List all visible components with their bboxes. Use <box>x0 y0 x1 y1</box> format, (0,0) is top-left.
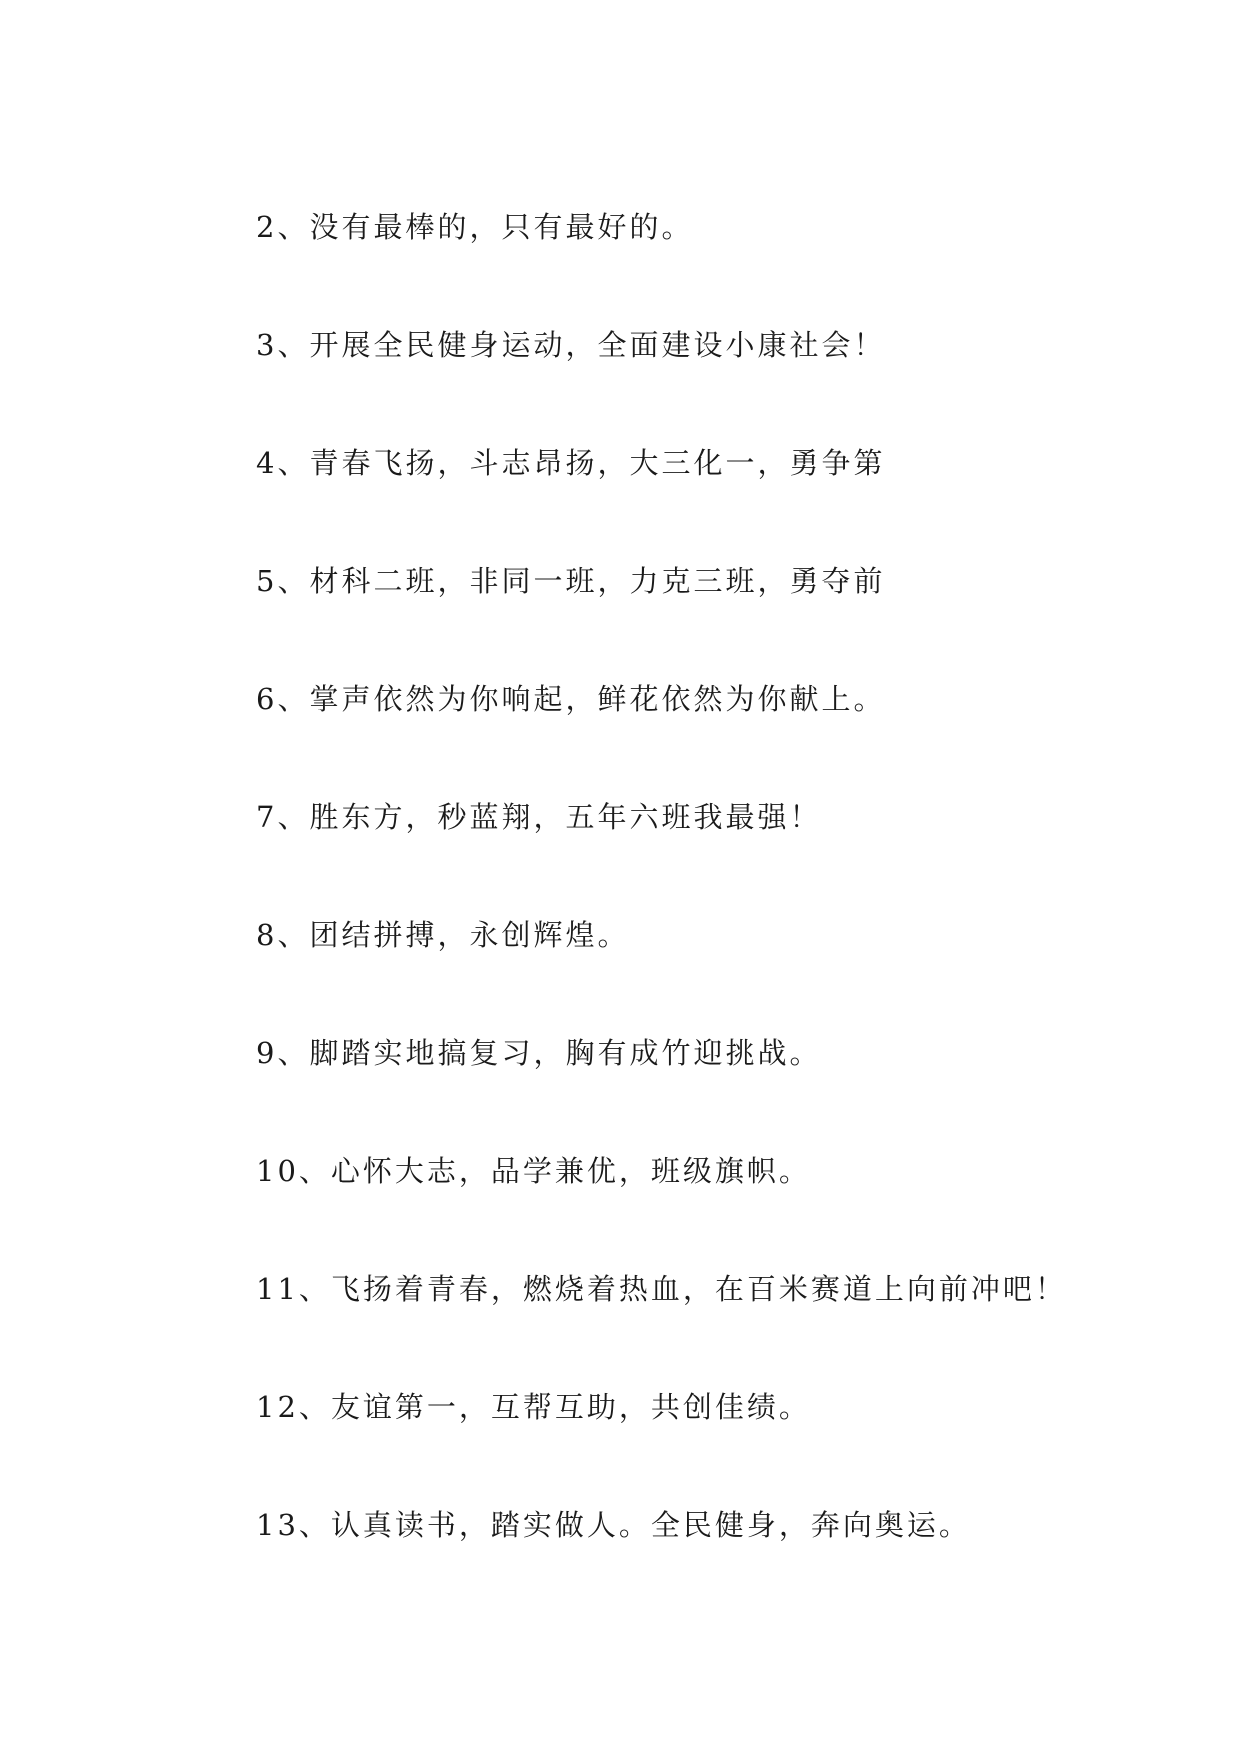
list-item: 8、团结拼搏，永创辉煌。 <box>256 918 630 952</box>
list-item: 7、胜东方，秒蓝翔，五年六班我最强！ <box>256 800 822 834</box>
slogan-list <box>256 212 1156 1628</box>
document-body <box>256 212 1156 1628</box>
list-item: 10、心怀大志，品学兼优，班级旗帜。 <box>256 1154 811 1188</box>
list-item: 2、没有最棒的，只有最好的。 <box>256 210 694 244</box>
list-item: 6、掌声依然为你响起，鲜花依然为你献上。 <box>256 682 886 716</box>
list-item: 13、认真读书，踏实做人。全民健身，奔向奥运。 <box>256 1508 971 1542</box>
list-item: 3、开展全民健身运动，全面建设小康社会！ <box>256 328 886 362</box>
list-item: 4、青春飞扬，斗志昂扬，大三化一，勇争第 <box>256 446 886 480</box>
list-item: 5、材科二班，非同一班，力克三班，勇夺前 <box>256 564 886 598</box>
list-item: 9、脚踏实地搞复习，胸有成竹迎挑战。 <box>256 1036 822 1070</box>
list-item: 11、飞扬着青春，燃烧着热血，在百米赛道上向前冲吧！ <box>256 1272 1067 1306</box>
list-item: 12、友谊第一，互帮互助，共创佳绩。 <box>256 1390 811 1424</box>
